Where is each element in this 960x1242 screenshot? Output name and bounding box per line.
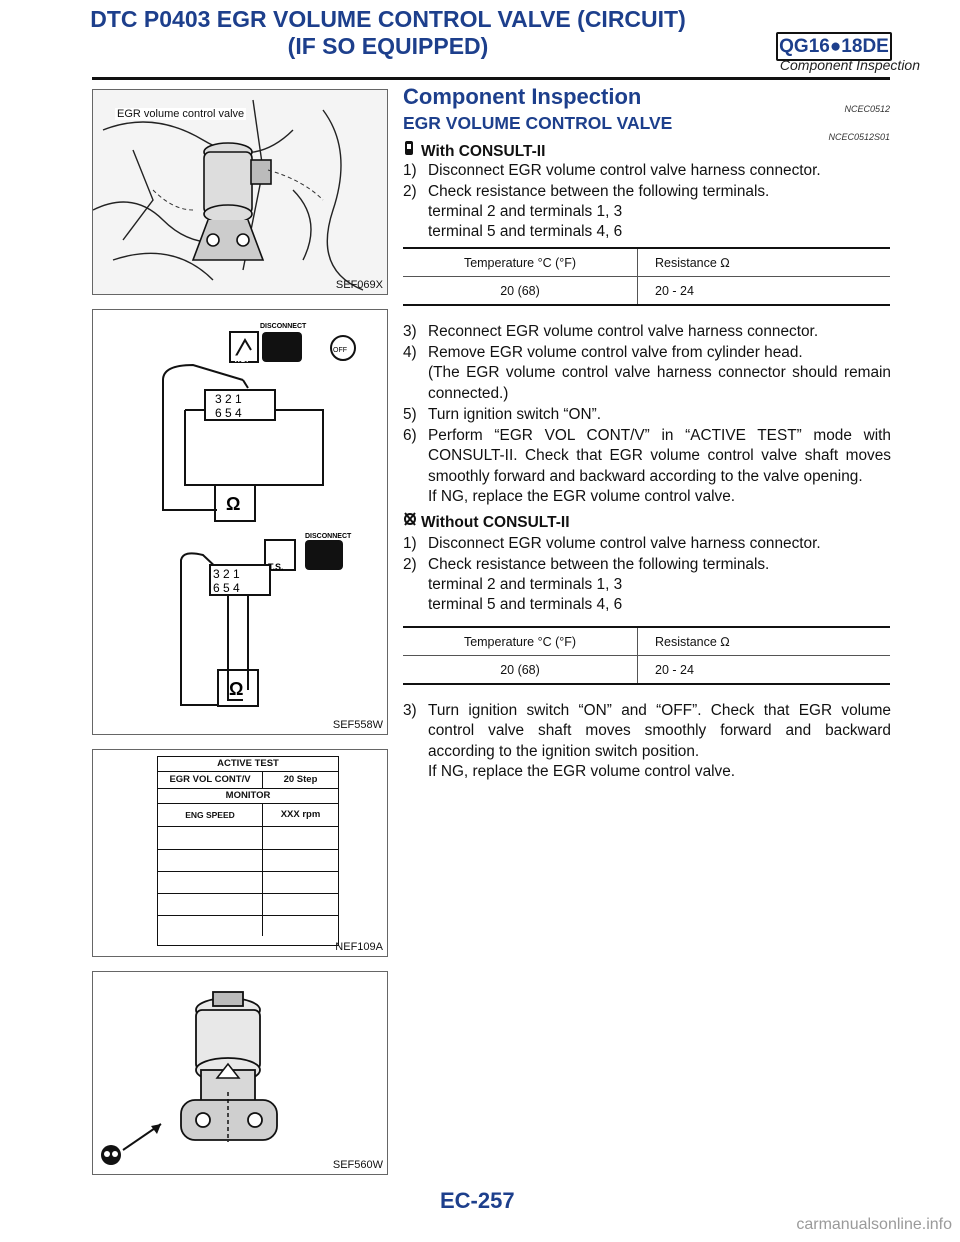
engine-badge: QG16●18DE bbox=[776, 32, 892, 61]
eng-speed-value: XXX rpm bbox=[280, 809, 321, 820]
figure-code: SEF560W bbox=[332, 1159, 383, 1171]
monitor-empty-row bbox=[158, 850, 338, 872]
table-header-temp: Temperature °C (°F) bbox=[403, 627, 638, 656]
egr-valve-callout: EGR volume control valve bbox=[117, 108, 245, 120]
header-divider bbox=[92, 77, 890, 80]
header-title-line1: DTC P0403 EGR VOLUME CONTROL VALVE (CIRCUIT) bbox=[90, 6, 686, 32]
step-2-without: 2) Check resistance between the following terminals. bbox=[403, 556, 770, 573]
table-header-temp: Temperature °C (°F) bbox=[403, 248, 638, 277]
with-consult-heading: With CONSULT-II bbox=[403, 140, 545, 161]
page-header-title bbox=[18, 6, 758, 60]
table-cell-temp: 20 (68) bbox=[403, 656, 638, 685]
figure-resistance-check bbox=[92, 309, 388, 735]
without-consult-heading: Without CONSULT-II bbox=[403, 511, 570, 532]
header-title-line2: (IF SO EQUIPPED) bbox=[287, 33, 489, 59]
step-value: 20 Step bbox=[283, 774, 318, 785]
page-number: EC-257 bbox=[440, 1188, 515, 1213]
ts-label-lower: T.S. bbox=[268, 562, 284, 572]
monitor-empty-row bbox=[158, 916, 338, 936]
section-title: Component Inspection bbox=[403, 84, 642, 109]
subsection-code: NCEC0512S01 bbox=[828, 132, 890, 142]
step-4: 4) Remove EGR volume control valve from cylinder head. (The EGR volume control valve harness connector should remain connected.) bbox=[403, 344, 891, 402]
consult-tool-icon bbox=[403, 140, 417, 161]
terminal-line: terminal 2 and terminals 1, 3 bbox=[428, 576, 623, 593]
terminal-line: terminal 2 and terminals 1, 3 bbox=[428, 203, 623, 220]
connector-icon-lower bbox=[305, 540, 343, 570]
table-header-resistance: Resistance Ω bbox=[638, 627, 891, 656]
resistance-table-without bbox=[403, 626, 890, 685]
connector-icon bbox=[262, 332, 302, 362]
step-5: 5) Turn ignition switch “ON”. bbox=[403, 406, 602, 423]
eng-speed-label: ENG SPEED bbox=[158, 804, 263, 826]
pins-top: 3 2 1 bbox=[215, 392, 242, 406]
terminal-line: terminal 5 and terminals 4, 6 bbox=[428, 596, 623, 613]
figure-egr-valve-photo bbox=[92, 89, 388, 295]
table-cell-temp: 20 (68) bbox=[403, 277, 638, 306]
step-3-without: 3) Turn ignition switch “ON” and “OFF”. Check that EGR volume control valve shaft moves smoothly forward and backward according to the ignition switch position. If NG, replace the EGR volume control valve. bbox=[403, 702, 891, 781]
pins-bottom: 6 5 4 bbox=[215, 406, 242, 420]
active-test-title: ACTIVE TEST bbox=[158, 757, 338, 772]
monitor-empty-row bbox=[158, 894, 338, 916]
figure-active-test-screen bbox=[92, 749, 388, 957]
ohm-meter-symbol-lower: Ω bbox=[229, 679, 244, 699]
header-subtitle: Component Inspection bbox=[779, 57, 920, 73]
pins-top-lower: 3 2 1 bbox=[213, 567, 240, 581]
figure-code: SEF069X bbox=[335, 279, 383, 291]
valve-shaft-illustration bbox=[93, 972, 387, 1174]
monitor-empty-row bbox=[158, 827, 338, 850]
disconnect-label: DISCONNECT bbox=[260, 323, 307, 330]
ohm-meter-symbol: Ω bbox=[226, 494, 241, 514]
table-header-resistance: Resistance Ω bbox=[638, 248, 891, 277]
step-1: 1) Disconnect EGR volume control valve harness connector. bbox=[403, 162, 821, 179]
terminal-line: terminal 5 and terminals 4, 6 bbox=[428, 223, 623, 240]
off-label: OFF bbox=[333, 347, 347, 354]
egr-vol-cont-label: EGR VOL CONT/V bbox=[158, 772, 263, 788]
step-1-without: 1) Disconnect EGR volume control valve harness connector. bbox=[403, 535, 821, 552]
no-tool-icon bbox=[403, 511, 417, 532]
monitor-label: MONITOR bbox=[158, 789, 338, 804]
table-cell-resistance: 20 - 24 bbox=[638, 656, 891, 685]
figure-code: SEF558W bbox=[332, 719, 383, 731]
section-code: NCEC0512 bbox=[844, 104, 890, 114]
monitor-empty-row bbox=[158, 872, 338, 894]
disconnect-label-lower: DISCONNECT bbox=[305, 533, 352, 540]
inspection-eye-icon bbox=[101, 1145, 121, 1165]
step-3: 3) Reconnect EGR volume control valve harness connector. bbox=[403, 323, 819, 340]
step-6: 6) Perform “EGR VOL CONT/V” in “ACTIVE TEST” mode with CONSULT-II. Check that EGR volume control valve shaft moves smoothly forward and backward according to the valve opening. If NG, replace the EGR volume control valve. bbox=[403, 427, 891, 506]
ts-label: T.S. bbox=[233, 354, 249, 364]
resistance-table bbox=[403, 247, 890, 306]
watermark: carmanualsonline.info bbox=[796, 1216, 952, 1233]
figure-code: NEF109A bbox=[335, 941, 383, 953]
step-2: 2) Check resistance between the following terminals. bbox=[403, 183, 770, 200]
pins-bottom-lower: 6 5 4 bbox=[213, 581, 240, 595]
subsection-title: EGR VOLUME CONTROL VALVE bbox=[403, 113, 673, 133]
engine-photo-illustration bbox=[93, 90, 387, 294]
table-cell-resistance: 20 - 24 bbox=[638, 277, 891, 306]
resistance-check-diagram bbox=[93, 310, 387, 734]
figure-valve-shaft bbox=[92, 971, 388, 1175]
